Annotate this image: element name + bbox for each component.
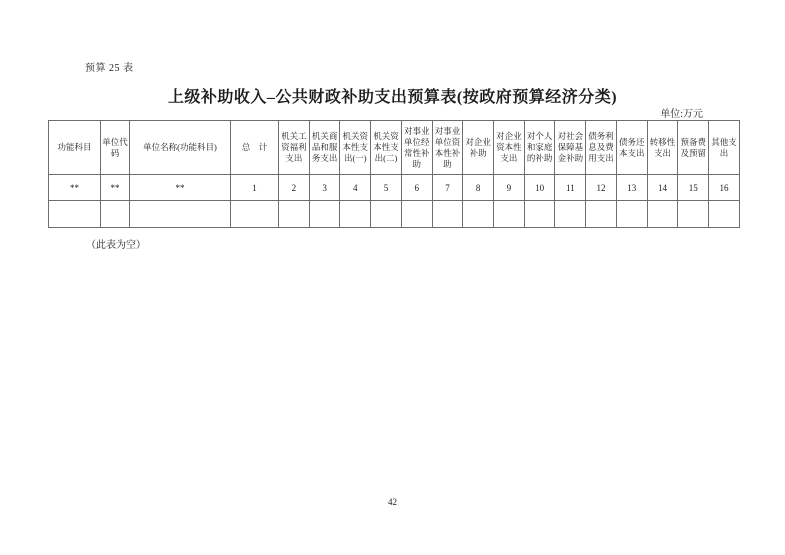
empty-cell [432,201,463,228]
empty-cell [101,201,130,228]
code-cell: 11 [555,175,586,201]
header-cell: 机关资本性支出(二) [371,121,402,175]
header-cell: 对事业单位经常性补助 [401,121,432,175]
empty-cell [340,201,371,228]
empty-cell [616,201,647,228]
code-cell: 10 [524,175,555,201]
code-cell: 9 [494,175,525,201]
empty-cell [494,201,525,228]
empty-cell [678,201,709,228]
header-cell: 预备费及预留 [678,121,709,175]
header-cell: 总 计 [231,121,279,175]
empty-cell [524,201,555,228]
empty-data-row [49,201,740,228]
empty-cell [49,201,101,228]
code-cell: 5 [371,175,402,201]
header-cell: 机关资本性支出(一) [340,121,371,175]
empty-cell [401,201,432,228]
header-cell: 对事业单位资本性补助 [432,121,463,175]
header-cell: 转移性支出 [647,121,678,175]
code-cell: 6 [401,175,432,201]
code-cell: 7 [432,175,463,201]
empty-cell [709,201,740,228]
code-cell: ** [130,175,231,201]
code-cell: 1 [231,175,279,201]
header-cell: 机关工资福利支出 [279,121,310,175]
code-cell: 15 [678,175,709,201]
header-cell: 对企业资本性支出 [494,121,525,175]
empty-cell [555,201,586,228]
header-cell: 功能科目 [49,121,101,175]
table-number-label: 预算 25 表 [85,63,134,74]
code-cell: ** [49,175,101,201]
code-cell: 2 [279,175,310,201]
header-cell: 债务利息及费用支出 [586,121,617,175]
empty-cell [586,201,617,228]
code-cell: 16 [709,175,740,201]
code-cell: 8 [463,175,494,201]
code-cell: 14 [647,175,678,201]
header-cell: 其他支出 [709,121,740,175]
header-cell: 单位代码 [101,121,130,175]
header-row [49,121,740,175]
code-cell: 4 [340,175,371,201]
empty-cell [371,201,402,228]
empty-cell [279,201,310,228]
header-cell: 单位名称(功能科目) [130,121,231,175]
header-cell: 对社会保障基金补助 [555,121,586,175]
header-cell: 对个人和家庭的补助 [524,121,555,175]
budget-table [48,120,740,228]
page-title: 上级补助收入–公共财政补助支出预算表(按政府预算经济分类) [167,89,618,106]
empty-cell [130,201,231,228]
code-cell: 12 [586,175,617,201]
header-cell: 对企业补助 [463,121,494,175]
code-cell: 3 [309,175,340,201]
empty-cell [463,201,494,228]
code-cell: ** [101,175,130,201]
empty-table-note: （此表为空） [86,240,146,251]
page-number: 42 [388,497,397,507]
header-cell: 机关商品和服务支出 [309,121,340,175]
unit-note: 单位:万元 [660,109,703,120]
empty-cell [309,201,340,228]
header-cell: 债务还本支出 [616,121,647,175]
code-cell: 13 [616,175,647,201]
column-code-row [49,175,740,201]
empty-cell [647,201,678,228]
empty-cell [231,201,279,228]
